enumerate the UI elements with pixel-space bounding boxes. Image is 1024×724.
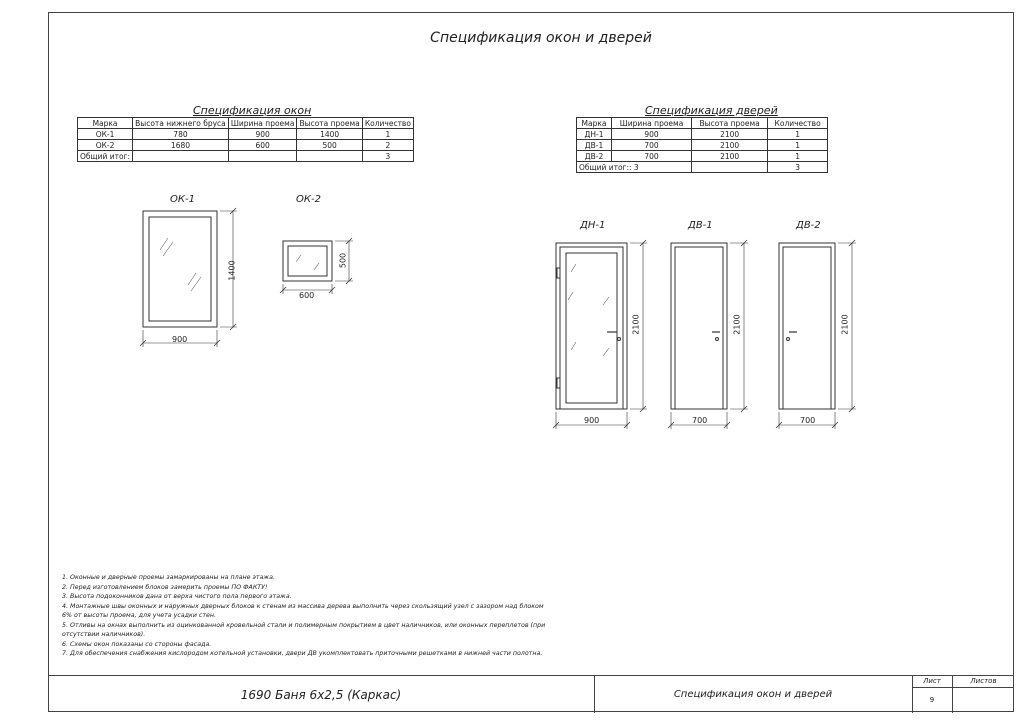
table-cell: 900 [612, 129, 692, 140]
table-cell: 1 [768, 151, 828, 162]
sheet-label: Лист [912, 676, 953, 688]
table-cell: 600 [228, 140, 297, 151]
ok1-height-dim: 1400 [227, 260, 237, 281]
table-cell: 700 [612, 151, 692, 162]
header-cell: Ширина проема [612, 118, 692, 129]
sheet-number: 9 [912, 688, 953, 713]
note-line: 7. Для обеспечения снабжения кислородом котельной установки, двери ДВ укомплектовать приточными решетками в нижней части полотна. [62, 650, 543, 657]
total-value: 3 [768, 162, 828, 173]
table-cell: 1680 [133, 140, 229, 151]
table-cell: 900 [228, 129, 297, 140]
table-cell: 2100 [692, 151, 768, 162]
table-cell: ОК-2 [78, 140, 133, 151]
note-line: 6. Схемы окон показаны со стороны фасада. [62, 640, 212, 648]
note-line: отсутствии наличников). [62, 631, 146, 638]
table-cell: 2 [362, 140, 413, 151]
table-cell: 2100 [692, 140, 768, 151]
total-label: Общий итог: [78, 151, 133, 162]
table-cell: ОК-1 [78, 129, 133, 140]
sheet-number-block [912, 676, 1014, 713]
page-title: Спецификация окон и дверей [430, 30, 652, 46]
header-cell: Марка [577, 118, 612, 129]
ok1-label: ОК-1 [170, 194, 195, 205]
windows-spec-caption: Спецификация окон [193, 104, 312, 117]
table-cell: ДВ-1 [577, 140, 612, 151]
table-cell: ДВ-2 [577, 151, 612, 162]
table-cell: 500 [297, 140, 362, 151]
ok2-label: ОК-2 [296, 194, 321, 205]
note-line: 6% от высоты проема, для учета усадки стен. [62, 612, 217, 619]
header-cell: Количество [362, 118, 413, 129]
header-cell: Марка [78, 118, 133, 129]
ok2-height-dim: 500 [338, 252, 348, 269]
table-cell: ДН-1 [577, 129, 612, 140]
note-line: 2. Перед изготовлением блоков замерить проемы ПО ФАКТУ! [62, 583, 268, 591]
note-line: 5. Отливы на окнах выполнить из оцинкованной кровельной стали и полимерным покрытием в цвет наличников, или оконных переплетов (при [62, 621, 546, 629]
doors-spec-caption: Спецификация дверей [645, 104, 778, 117]
table-cell: 780 [133, 129, 229, 140]
dv2-label: ДВ-2 [796, 220, 821, 231]
table-cell: 2100 [692, 129, 768, 140]
dn1-width-dim: 900 [584, 416, 600, 425]
table-cell: 1 [768, 129, 828, 140]
header-cell: Высота нижнего бруса [133, 118, 229, 129]
dv1-height-dim: 2100 [732, 314, 742, 335]
total-label: Общий итог:: 3 [577, 162, 692, 173]
project-name: 1690 Баня 6х2,5 (Каркас) [48, 676, 595, 713]
sheets-total [953, 688, 1014, 713]
header-cell: Ширина проема [228, 118, 297, 129]
dv2-height-dim: 2100 [840, 314, 850, 335]
dn1-height-dim: 2100 [631, 314, 641, 335]
header-cell: Высота проема [297, 118, 362, 129]
sheets-label: Листов [953, 676, 1014, 688]
dv1-width-dim: 700 [692, 416, 708, 425]
table-cell: 700 [612, 140, 692, 151]
note-line: 4. Монтажные швы оконных и наружных дверных блоков к стенам из массива дерева выполнить через скользящий узел с зазором над блоком [62, 602, 544, 610]
window-ok1-elevation [140, 208, 237, 347]
dv2-width-dim: 700 [800, 416, 816, 425]
ok1-width-dim: 900 [172, 335, 188, 344]
total-value: 3 [362, 151, 413, 162]
title-block [48, 675, 1014, 713]
table-cell: 1 [362, 129, 413, 140]
dn1-label: ДН-1 [580, 220, 606, 231]
ok2-width-dim: 600 [299, 291, 315, 300]
general-notes [62, 573, 562, 659]
sheet-title: Спецификация окон и дверей [594, 676, 913, 713]
note-line: 3. Высота подоконников дана от верха чистого пола первого этажа. [62, 593, 292, 600]
table-cell: 1 [768, 140, 828, 151]
note-line: 1. Оконные и дверные проемы замаркированы на плане этажа. [62, 574, 275, 581]
table-cell: 1400 [297, 129, 362, 140]
dv1-label: ДВ-1 [688, 220, 713, 231]
header-cell: Количество [768, 118, 828, 129]
header-cell: Высота проема [692, 118, 768, 129]
